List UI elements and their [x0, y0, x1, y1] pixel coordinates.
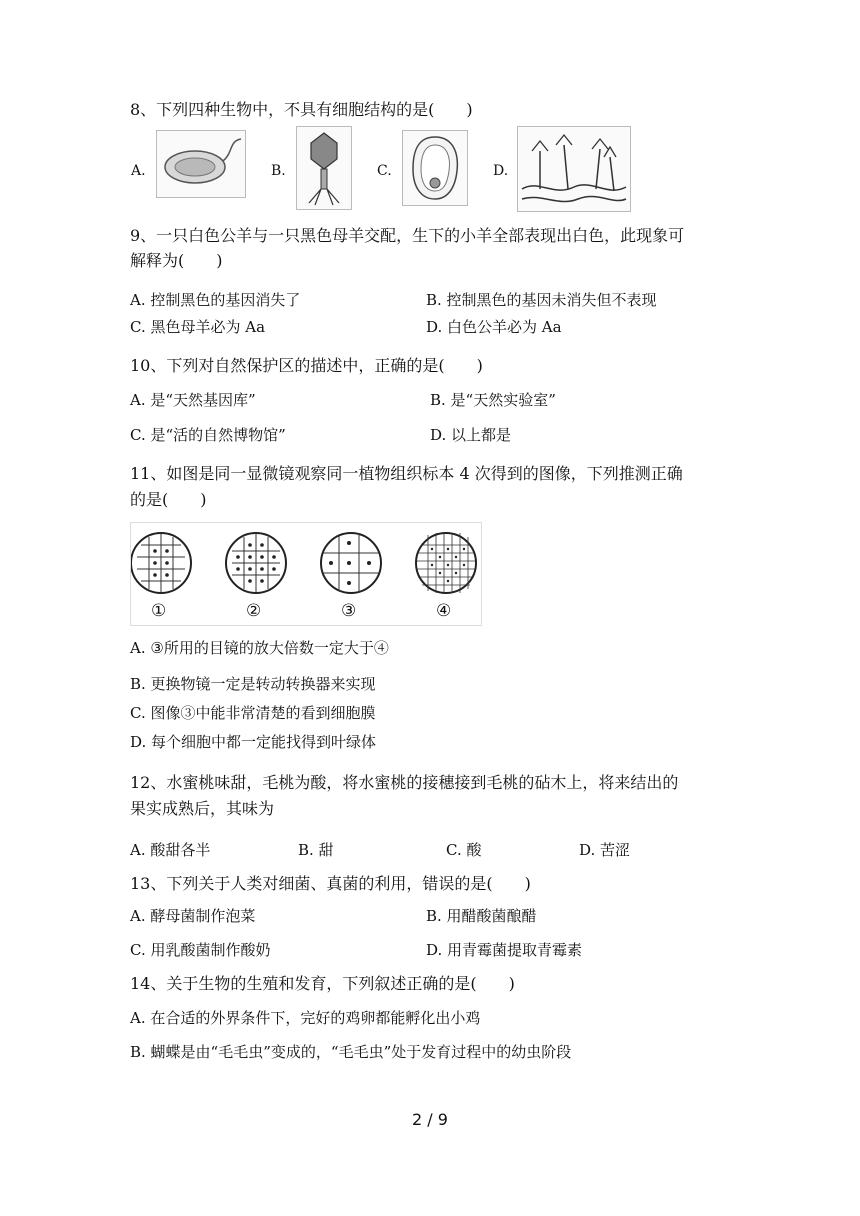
q12-stem-line2: 果实成熟后，其味为 — [130, 799, 275, 818]
q9-option-d: D. 白色公羊必为 Aa — [426, 318, 562, 336]
q13-option-d: D. 用青霉菌提取青霉素 — [426, 941, 583, 959]
q8-label-d: D. — [493, 163, 509, 179]
q13-option-a: A. 酵母菌制作泡菜 — [130, 907, 256, 925]
q13-option-c: C. 用乳酸菌制作酸奶 — [130, 941, 271, 959]
q9-option-b: B. 控制黑色的基因未消失但不表现 — [426, 291, 657, 309]
q12-option-d: D. 苦涩 — [579, 841, 631, 859]
page-number: 2 / 9 — [412, 1110, 448, 1129]
q9-stem-line1: 9、一只白色公羊与一只黑色母羊交配，生下的小羊全部表现出白色，此现象可 — [130, 226, 685, 245]
q11-option-b: B. 更换物镜一定是转动转换器来实现 — [130, 675, 376, 693]
q12-stem-line1: 12、水蜜桃味甜，毛桃为酸，将水蜜桃的接穗接到毛桃的砧木上，将来结出的 — [130, 773, 679, 792]
q10-option-b: B. 是“天然实验室” — [430, 391, 556, 409]
q11-stem-line2: 的是( ) — [130, 490, 207, 509]
q14-stem: 14、关于生物的生殖和发育，下列叙述正确的是( ) — [130, 974, 515, 993]
q14-option-a: A. 在合适的外界条件下，完好的鸡卵都能孵化出小鸡 — [130, 1009, 481, 1027]
q12-option-a: A. 酸甜各半 — [130, 841, 211, 859]
view-4-image — [416, 533, 476, 593]
q9-option-c: C. 黑色母羊必为 Aa — [130, 318, 266, 336]
q14-option-b: B. 蝴蝶是由“毛毛虫”变成的，“毛毛虫”处于发育过程中的幼虫阶段 — [130, 1043, 572, 1061]
mold-image — [517, 126, 631, 212]
q10-option-c: C. 是“活的自然博物馆” — [130, 426, 286, 444]
q10-stem: 10、下列对自然保护区的描述中，正确的是( ) — [130, 356, 483, 375]
q10-option-d: D. 以上都是 — [430, 426, 512, 444]
view-1-label: ① — [151, 601, 167, 621]
bacterium-image — [156, 130, 246, 198]
view-1-image — [131, 533, 191, 593]
q12-option-b: B. 甜 — [298, 841, 334, 859]
q10-option-a: A. 是“天然基因库” — [130, 391, 256, 409]
q11-option-c: C. 图像③中能非常清楚的看到细胞膜 — [130, 704, 376, 722]
q9-option-a: A. 控制黑色的基因消失了 — [130, 291, 301, 309]
view-2-label: ② — [246, 601, 262, 621]
q8-label-b: B. — [271, 163, 286, 179]
q11-stem-line1: 11、如图是同一显微镜观察同一植物组织标本 4 次得到的图像，下列推测正确 — [130, 464, 683, 483]
view-2-image — [226, 533, 286, 593]
q8-label-c: C. — [377, 163, 392, 179]
q8-stem: 8、下列四种生物中，不具有细胞结构的是( ) — [130, 100, 473, 119]
view-4-label: ④ — [436, 601, 452, 621]
q13-option-b: B. 用醋酸菌酿醋 — [426, 907, 537, 925]
view-3-image — [321, 533, 381, 593]
microscope-figure — [130, 522, 482, 626]
q12-option-c: C. 酸 — [446, 841, 482, 859]
q8-label-a: A. — [131, 163, 146, 179]
virus-image — [296, 126, 352, 210]
q11-option-a: A. ③所用的目镜的放大倍数一定大于④ — [130, 639, 389, 657]
q11-option-d: D. 每个细胞中都一定能找得到叶绿体 — [130, 733, 377, 751]
cell-image — [402, 130, 468, 206]
q9-stem-line2: 解释为( ) — [130, 251, 223, 270]
view-3-label: ③ — [341, 601, 357, 621]
q13-stem: 13、下列关于人类对细菌、真菌的利用，错误的是( ) — [130, 874, 531, 893]
